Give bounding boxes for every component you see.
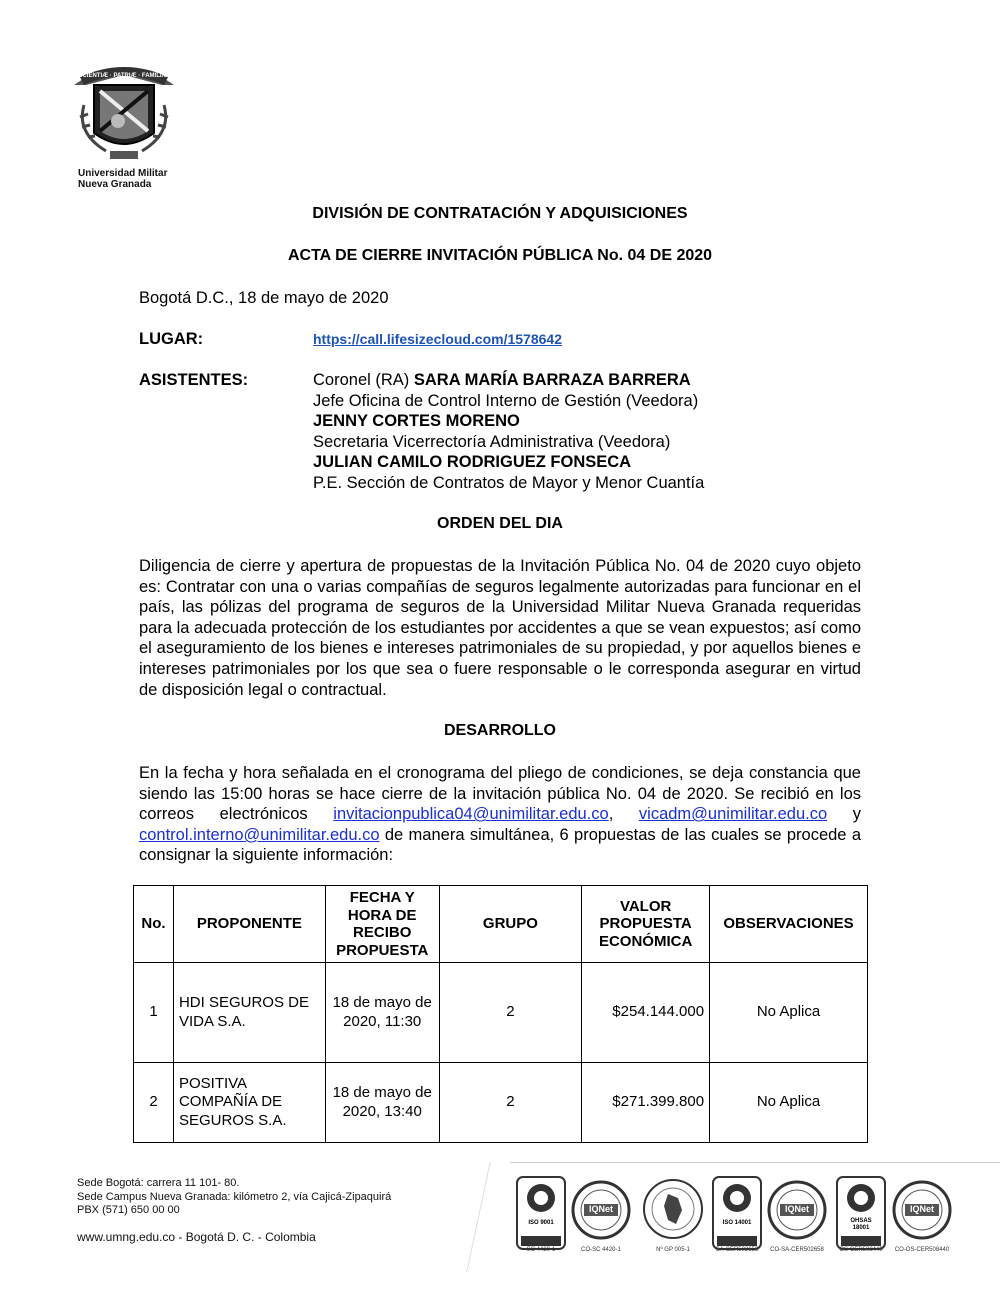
cell-proponente: POSITIVA COMPAÑÍA DE SEGUROS S.A.	[173, 1063, 325, 1143]
icontec-iso14001-icon	[712, 1176, 762, 1250]
proposals-table	[133, 885, 868, 1143]
cert-6-title: OHSAS 18001	[850, 1218, 872, 1231]
asistente-1-role: Jefe Oficina de Control Interno de Gestión (Veedora)	[313, 391, 699, 410]
footer-line1: Sede Bogotá: carrera 11 101- 80.	[77, 1177, 240, 1189]
footer-line3: PBX (571) 650 00 00	[77, 1204, 180, 1216]
desarrollo-text-1: En la fecha y hora señalada en el cronograma del pliego de condiciones, se deja constancia que siendo las 15:00 horas se hace cierre de la invitación pública No. 04 de 2020. Se recibió en los correos electrónicos	[139, 764, 861, 824]
logo-motto: SCIENTIÆ · PATRIÆ · FAMILIÆ	[78, 73, 168, 79]
asistente-1-line	[313, 370, 873, 391]
cert-5-code: CO-SA-CER502658	[770, 1247, 824, 1253]
cell-grupo: 2	[439, 963, 582, 1063]
asistente-3-role: P.E. Sección de Contratos de Mayor y Menor Cuantía	[313, 473, 705, 492]
email-vicadm-link[interactable]: vicadm@unimilitar.edu.co	[638, 805, 828, 824]
asistentes-list	[313, 370, 873, 494]
cert-1-title: ISO 9001	[528, 1220, 554, 1226]
cell-valor: $254.144.000	[582, 963, 710, 1063]
icontec-iso9001-icon	[516, 1176, 566, 1250]
cert-2-code: CO-SC 4420-1	[581, 1247, 621, 1253]
cell-fecha: 18 de mayo de 2020, 11:30	[325, 963, 439, 1063]
header-valor: VALOR PROPUESTA ECONÓMICA	[582, 886, 710, 963]
university-logo	[66, 55, 182, 195]
iqnet-icon	[571, 1180, 631, 1240]
asistente-2-role: Secretaria Vicerrectoría Administrativa (Veedora)	[313, 432, 671, 451]
logo-name-line2: Nueva Granada	[78, 179, 152, 190]
asistente-1-name: SARA MARÍA BARRAZA BARRERA	[413, 371, 691, 389]
cert-6-code: OS-CER508440	[839, 1247, 883, 1253]
asistentes-label: ASISTENTES:	[139, 371, 249, 389]
footer-line2: Sede Campus Nueva Granada: kilómetro 2, vía Cajicá-Zipaquirá	[77, 1190, 392, 1203]
asistente-1-prefix: Coronel (RA)	[313, 371, 414, 389]
orden-text: Diligencia de cierre y apertura de propuestas de la Invitación Pública No. 04 de 2020 cuyo objeto es: Contratar con una o varias compañías de seguros legalmente autorizadas para funcionar en el país, las pólizas del programa de seguros de la Universidad Militar Nueva Granada requeridas para la adecuada protección de los estudiantes por accidentes a que se vean expuestos; así como el aseguramiento de los bienes e intereses patrimoniales de su propiedad, y por aquellos bienes e intereses patrimoniales por los que sea o fuere responsable o le corresponda asegurar en virtud de disposición legal o contractual.	[139, 557, 861, 699]
desarrollo-text-4: de manera simultánea, 6 propuestas de las cuales se procede a consignar la siguiente información:	[139, 825, 861, 865]
cert-4-title: ISO 14001	[722, 1220, 752, 1226]
cert-5-title: IQNet	[784, 1204, 809, 1214]
cert-2-title: IQNet	[588, 1204, 613, 1214]
table-row	[134, 1063, 868, 1143]
header-proponente: PROPONENTE	[173, 886, 325, 963]
iqnet-icon	[767, 1180, 827, 1240]
asistente-2-name: JENNY CORTES MORENO	[313, 412, 520, 431]
cell-grupo: 2	[439, 1063, 582, 1143]
header-no: No.	[134, 886, 174, 963]
table-row	[134, 963, 868, 1063]
cert-7-title: IQNet	[909, 1204, 934, 1214]
email-invitacion-link[interactable]: invitacionpublica04@unimilitar.edu.co	[333, 805, 609, 824]
cell-no: 2	[134, 1063, 174, 1143]
cell-observaciones: No Aplica	[710, 963, 868, 1063]
table-header-row	[134, 886, 868, 963]
desarrollo-text-3: y	[827, 805, 862, 824]
header-grupo: GRUPO	[439, 886, 582, 963]
cell-no: 1	[134, 963, 174, 1063]
cert-7-code: CO-OS-CER508440	[894, 1247, 950, 1253]
email-control-link[interactable]: control.interno@unimilitar.edu.co	[139, 825, 380, 844]
desarrollo-text-2: ,	[608, 805, 639, 824]
cert-1-code: SC 4420-1	[526, 1247, 556, 1253]
footer-divider	[510, 1162, 1000, 1163]
desarrollo-title: DESARROLLO	[444, 722, 556, 739]
icontec-ohsas-icon	[836, 1176, 886, 1250]
footer-divider-slant	[466, 1162, 490, 1272]
cert-4-code: SA-CER502658	[715, 1247, 759, 1253]
cert-3-code: Nº GP 005-1	[656, 1247, 690, 1253]
asistente-3-name: JULIAN CAMILO RODRIGUEZ FONSECA	[313, 453, 632, 472]
logo-name-line1: Universidad Militar	[78, 168, 168, 179]
header-observaciones: OBSERVACIONES	[710, 886, 868, 963]
cell-valor: $271.399.800	[582, 1063, 710, 1143]
header-fecha: FECHA Y HORA DE RECIBO PROPUESTA	[325, 886, 439, 963]
division-title: DIVISIÓN DE CONTRATACIÓN Y ADQUISICIONES	[312, 205, 688, 222]
lugar-link[interactable]: https://call.lifesizecloud.com/1578642	[313, 331, 562, 347]
iqnet-icon	[892, 1180, 952, 1240]
footer-web: www.umng.edu.co - Bogotá D. C. - Colombia	[77, 1230, 316, 1244]
acta-title: ACTA DE CIERRE INVITACIÓN PÚBLICA No. 04 DE 2020	[287, 247, 713, 264]
cell-proponente: HDI SEGUROS DE VIDA S.A.	[173, 963, 325, 1063]
orden-title: ORDEN DEL DIA	[437, 515, 563, 532]
cell-observaciones: No Aplica	[710, 1063, 868, 1143]
lugar-label: LUGAR:	[139, 330, 204, 348]
footer-address	[77, 1177, 391, 1218]
colombia-seal-icon	[642, 1178, 704, 1240]
cell-fecha: 18 de mayo de 2020, 13:40	[325, 1063, 439, 1143]
place-date: Bogotá D.C., 18 de mayo de 2020	[139, 289, 389, 307]
desarrollo-text	[139, 763, 861, 866]
